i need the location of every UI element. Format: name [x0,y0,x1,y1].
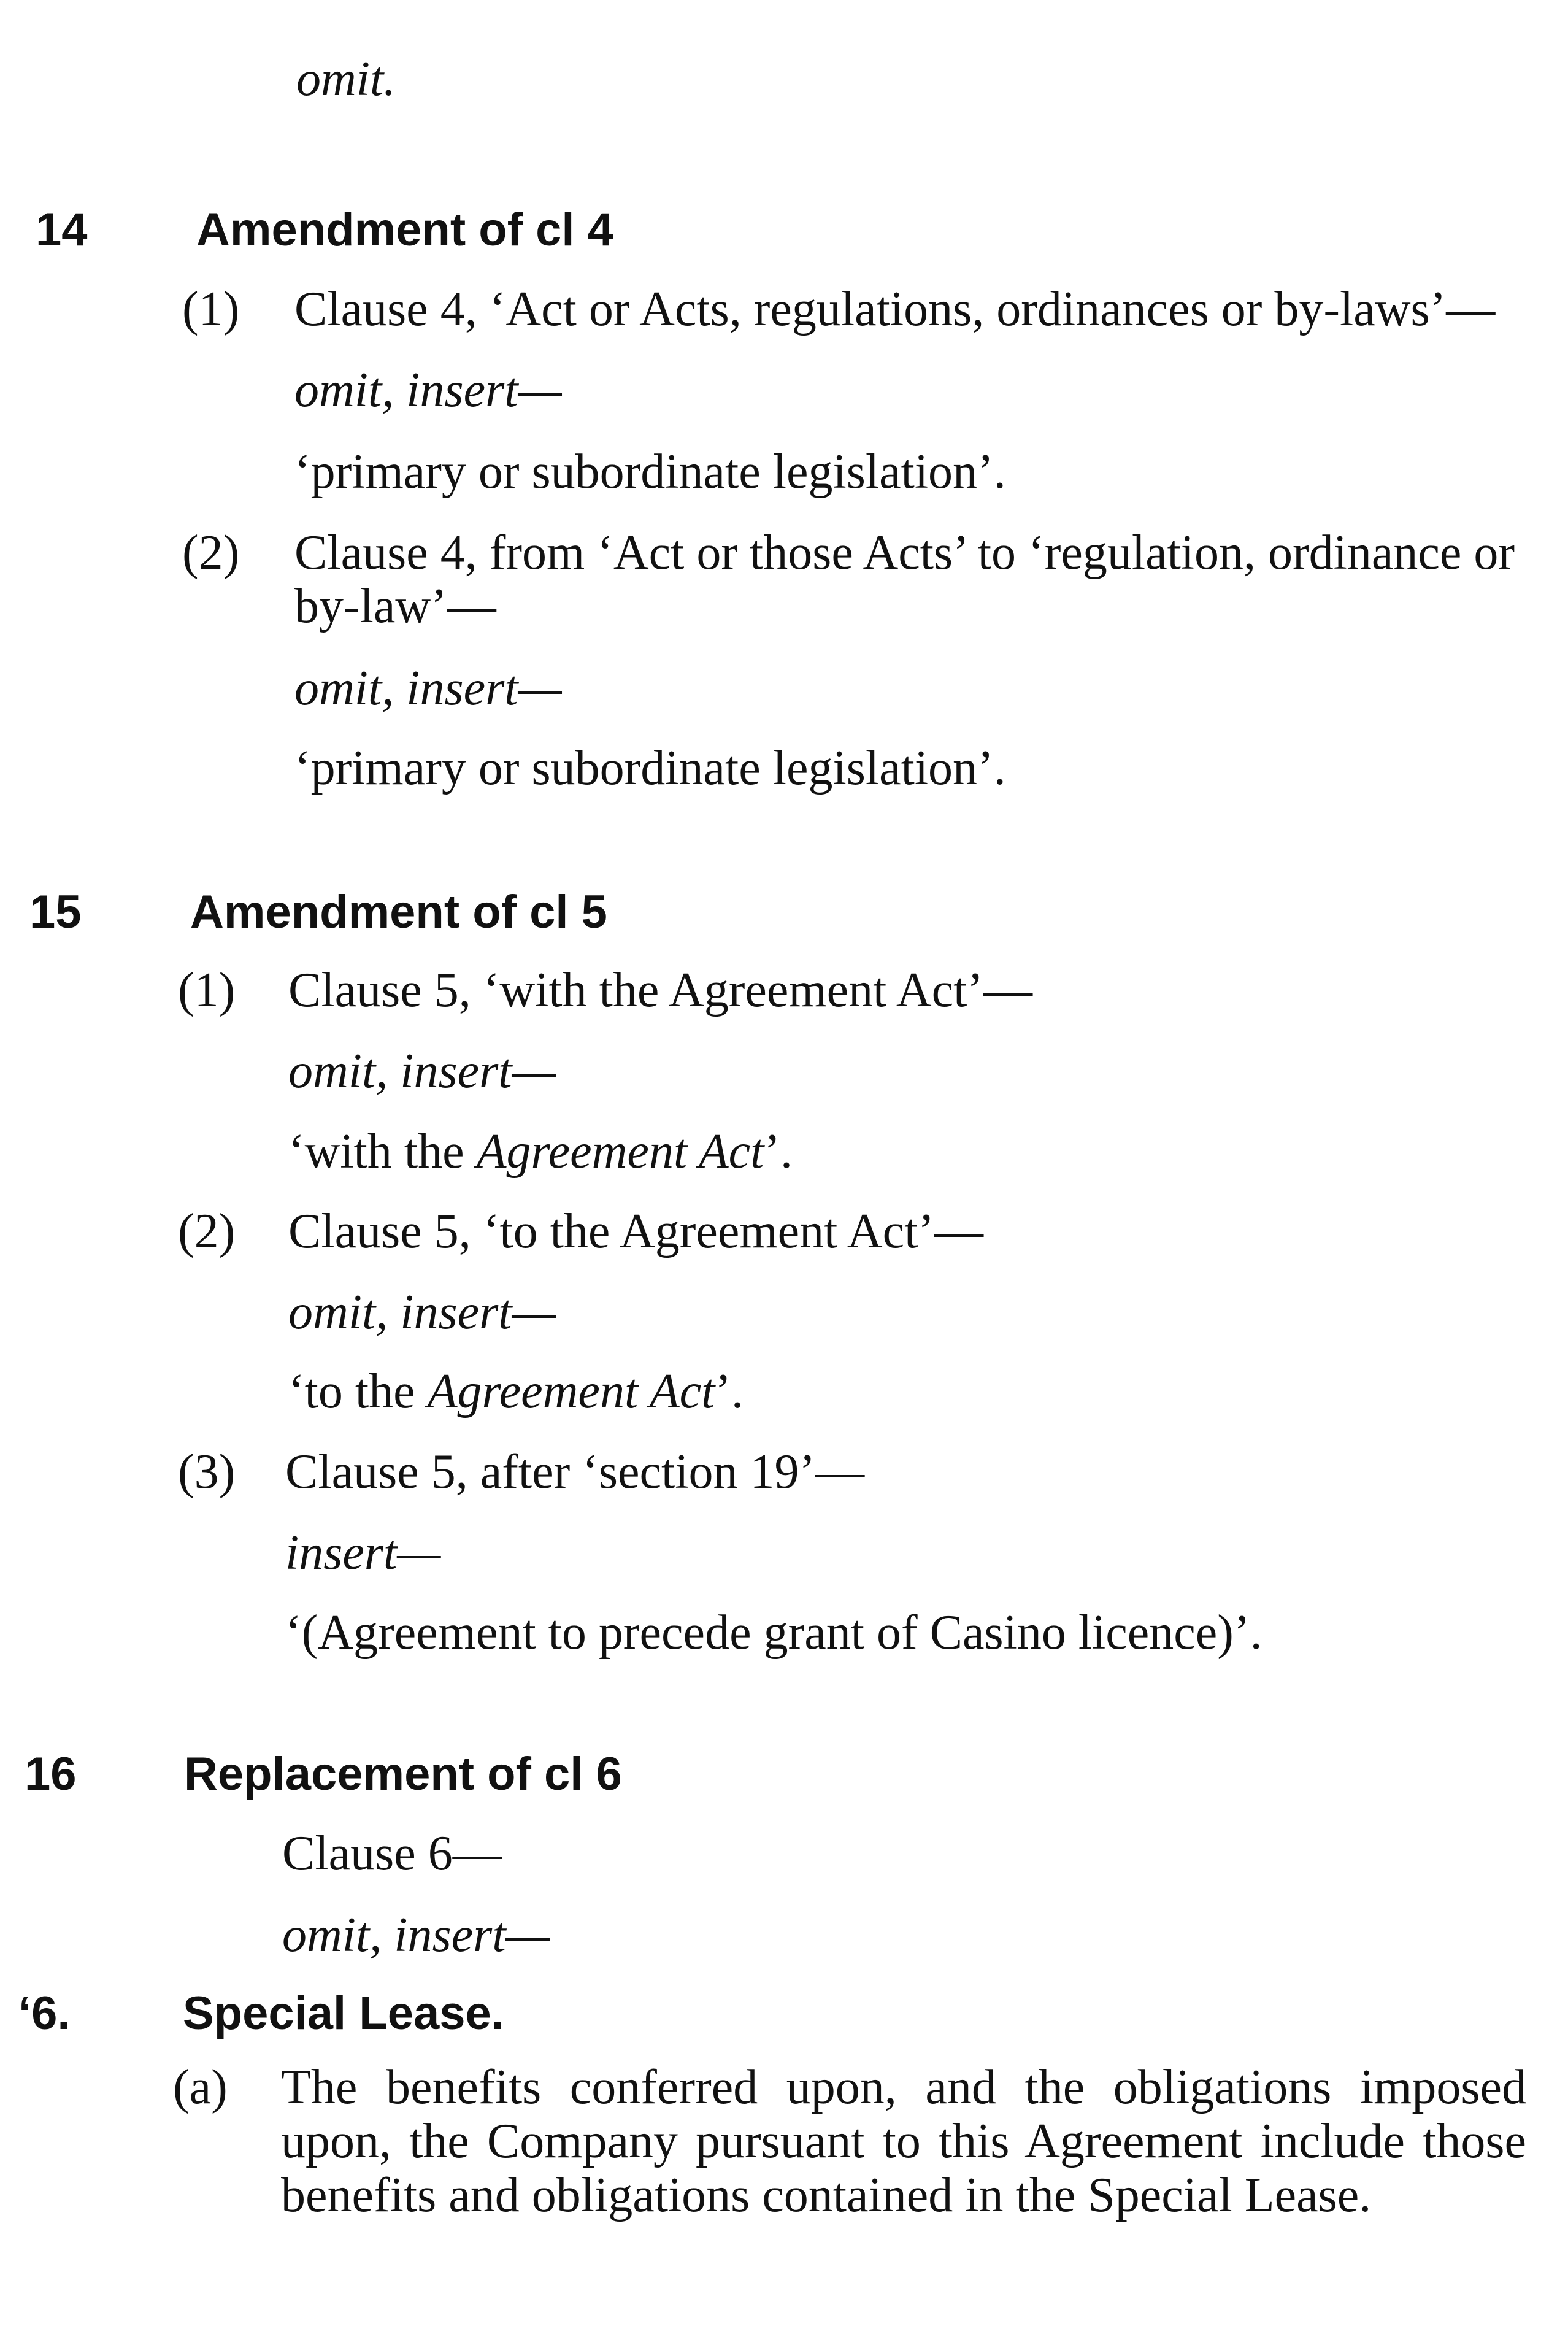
item-text: Clause 5, after ‘section 19’— [285,1445,865,1499]
clause-heading: Special Lease. [183,1987,504,2039]
section-number: 16 [25,1748,77,1800]
item-text: Clause 5, ‘with the Agreement Act’— [288,963,1033,1017]
item-label: (3) [178,1445,236,1499]
inserted-text: ‘with the Agreement Act’. [288,1125,793,1179]
instruction: omit, insert— [288,1285,556,1339]
item-label: (1) [182,282,240,336]
item-label: (1) [178,963,236,1017]
item-label: (2) [178,1204,236,1258]
item-label: (a) [173,2060,228,2114]
item-text: Clause 5, ‘to the Agreement Act’— [288,1204,984,1258]
inserted-text: ‘(Agreement to precede grant of Casino licence)’. [285,1606,1262,1660]
instruction: omit, insert— [294,661,562,715]
item-text: The benefits conferred upon, and the obligations imposed upon, the Company pursuant to this Agreement include those benefits and obligations contained in the Special Lease. [281,2060,1526,2222]
section-number: 14 [36,204,88,256]
inserted-text: ‘primary or subordinate legislation’. [294,445,1006,499]
item-label: (2) [182,526,240,580]
omit-text: omit. [296,52,396,106]
item-text-cont: by-law’— [294,579,496,633]
section-number: 15 [29,886,82,938]
clause-number: ‘6. [18,1987,71,2039]
clause-text: Clause 6— [282,1827,502,1881]
section-heading: Amendment of cl 5 [190,886,607,938]
inserted-text: ‘to the Agreement Act’. [288,1365,744,1419]
item-text: Clause 4, from ‘Act or those Acts’ to ‘regulation, ordinance or [294,526,1515,580]
item-text: Clause 4, ‘Act or Acts, regulations, ordinances or by-laws’— [294,282,1496,336]
section-heading: Replacement of cl 6 [184,1748,622,1800]
instruction: omit, insert— [282,1908,550,1962]
instruction: omit, insert— [288,1044,556,1098]
inserted-text: ‘primary or subordinate legislation’. [294,741,1006,795]
section-heading: Amendment of cl 4 [196,204,613,256]
instruction: insert— [285,1526,441,1580]
instruction: omit, insert— [294,363,562,417]
